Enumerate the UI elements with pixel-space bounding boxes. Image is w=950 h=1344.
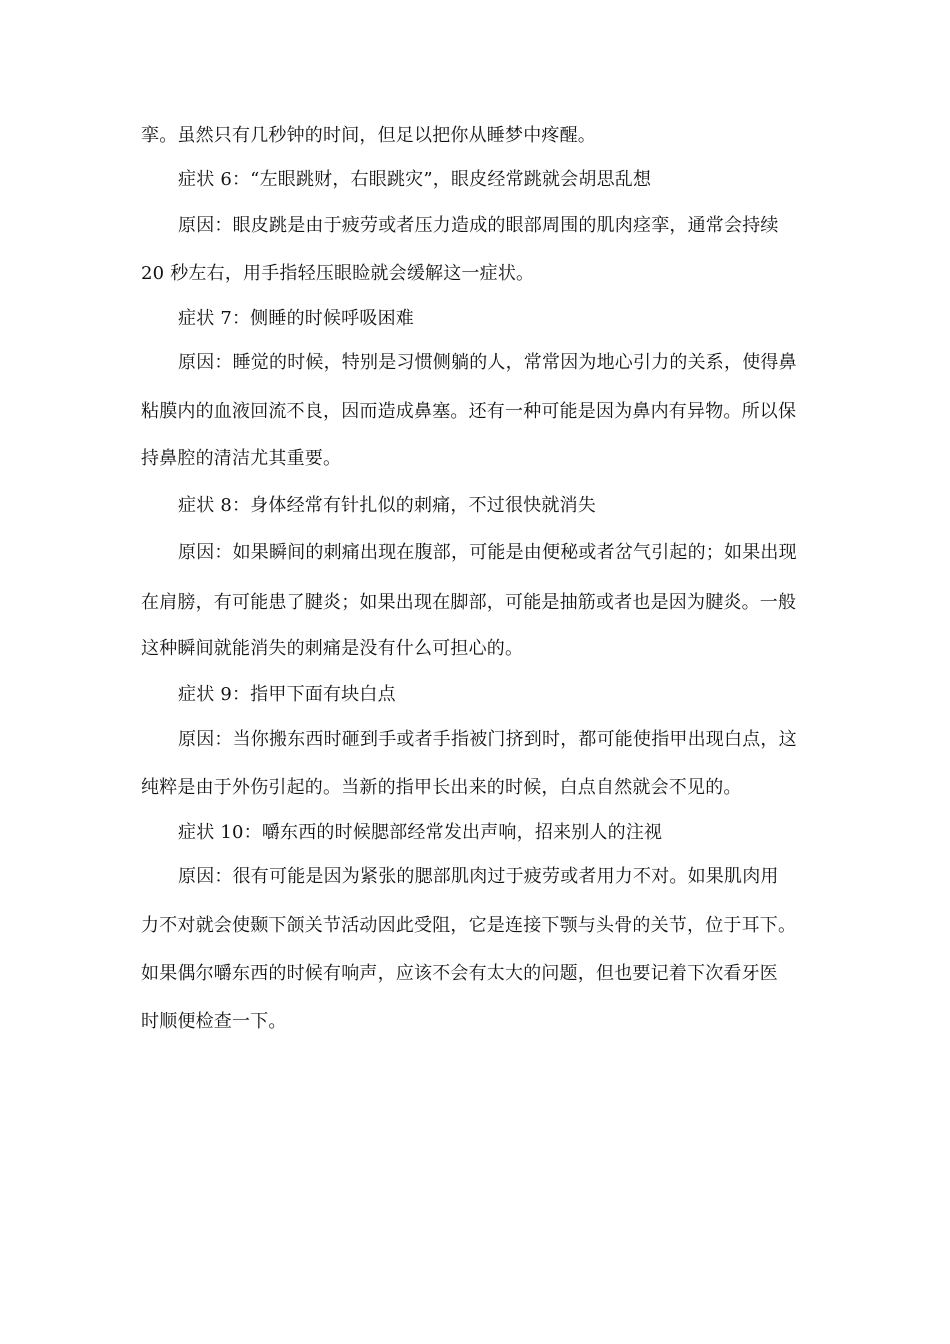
text-line: 粘膜内的血液回流不良，因而造成鼻塞。还有一种可能是因为鼻内有异物。所以保 [141, 401, 797, 422]
cause-paragraph: 原因：很有可能是因为紧张的腮部肌肉过于疲劳或者用力不对。如果肌肉用 [178, 866, 779, 887]
cause-paragraph: 原因：当你搬东西时砸到手或者手指被门挤到时，都可能使指甲出现白点，这 [178, 729, 797, 750]
symptom-heading: 症状 9：指甲下面有块白点 [178, 684, 396, 705]
text-line: 在肩膀，有可能患了腱炎；如果出现在脚部，可能是抽筋或者也是因为腱炎。一般 [141, 592, 797, 613]
symptom-heading: 症状 6：“左眼跳财，右眼跳灾”，眼皮经常跳就会胡思乱想 [178, 169, 652, 190]
symptom-heading: 症状 10：嚼东西的时候腮部经常发出声响，招来别人的注视 [178, 822, 663, 843]
text-line: 纯粹是由于外伤引起的。当新的指甲长出来的时候，白点自然就会不见的。 [141, 777, 742, 798]
text-line: 如果偶尔嚼东西的时候有响声，应该不会有太大的问题，但也要记着下次看牙医 [141, 963, 778, 984]
text-line: 挛。虽然只有几秒钟的时间，但足以把你从睡梦中疼醒。 [141, 125, 596, 146]
text-line: 持鼻腔的清洁尤其重要。 [141, 448, 342, 469]
cause-paragraph: 原因：如果瞬间的刺痛出现在腹部，可能是由便秘或者岔气引起的；如果出现 [178, 542, 797, 563]
symptom-heading: 症状 8：身体经常有针扎似的刺痛，不过很快就消失 [178, 495, 596, 516]
text-line: 这种瞬间就能消失的刺痛是没有什么可担心的。 [141, 638, 524, 659]
text-line: 20 秒左右，用手指轻压眼睑就会缓解这一症状。 [141, 263, 535, 284]
symptom-heading: 症状 7：侧睡的时候呼吸困难 [178, 308, 414, 329]
text-line: 力不对就会使颞下颌关节活动因此受阻，它是连接下颚与头骨的关节，位于耳下。 [141, 915, 797, 936]
cause-paragraph: 原因：眼皮跳是由于疲劳或者压力造成的眼部周围的肌肉痉挛，通常会持续 [178, 215, 779, 236]
cause-paragraph: 原因：睡觉的时候，特别是习惯侧躺的人，常常因为地心引力的关系，使得鼻 [178, 352, 797, 373]
text-line: 时顺便检查一下。 [141, 1011, 287, 1032]
